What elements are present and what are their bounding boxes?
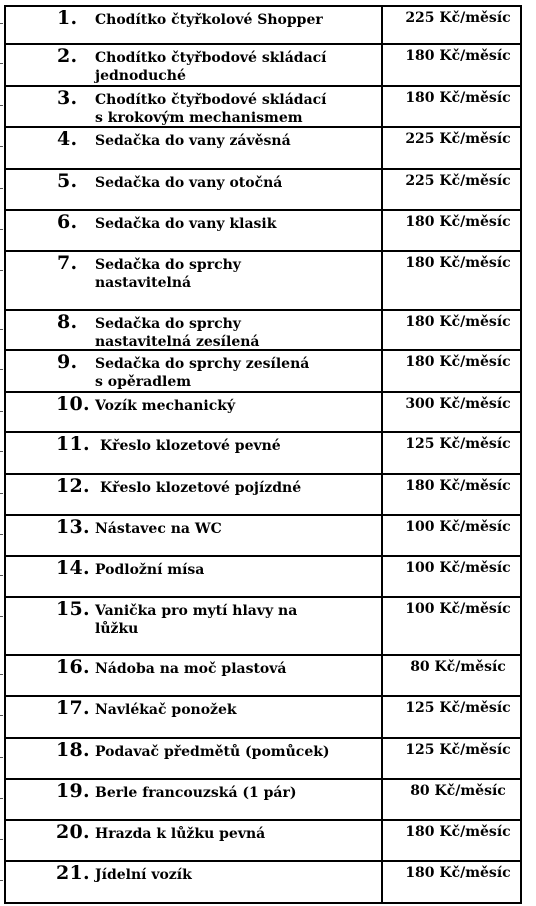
item-number: 16.: [56, 656, 90, 678]
table-row: [4, 475, 522, 516]
item-price: 180 Kč/měsíc: [405, 255, 511, 271]
item-name: [95, 49, 327, 85]
column-divider: [381, 780, 383, 819]
item-name: [95, 256, 241, 292]
item-price: 80 Kč/měsíc: [410, 659, 506, 675]
margin-tick: [0, 329, 3, 330]
item-name: [95, 520, 222, 538]
item-name-line: s opěradlem: [95, 374, 192, 390]
item-number: 1.: [57, 7, 78, 29]
table-row: [4, 45, 522, 87]
item-price: 180 Kč/měsíc: [405, 214, 511, 230]
table-row: [4, 252, 522, 311]
table-row: [4, 128, 522, 170]
margin-tick: [0, 839, 3, 840]
table-row: [4, 351, 522, 393]
item-name-line: Podložní mísa: [95, 562, 205, 578]
margin-tick: [0, 674, 3, 675]
table-row: [4, 821, 522, 862]
item-price: 125 Kč/měsíc: [405, 700, 511, 716]
item-price: 225 Kč/měsíc: [405, 173, 511, 189]
item-number: 13.: [56, 516, 90, 538]
column-divider: [381, 516, 383, 555]
column-divider: [381, 351, 383, 391]
table-row: [4, 87, 522, 128]
item-name: [95, 701, 237, 719]
item-number: 10.: [56, 393, 90, 415]
column-divider: [381, 739, 383, 778]
item-number: 19.: [56, 780, 90, 802]
margin-tick: [0, 616, 3, 617]
table-row: [4, 656, 522, 697]
margin-tick: [0, 23, 3, 24]
item-name-line: Sedačka do vany otočná: [95, 175, 283, 191]
item-name-line: Chodítko čtyřbodové skládací: [95, 50, 327, 66]
column-divider: [381, 433, 383, 473]
item-price: 100 Kč/měsíc: [405, 560, 511, 576]
item-name-line: Vozík mechanický: [95, 398, 236, 414]
table-row: [4, 393, 522, 433]
item-name-line: jednoduché: [95, 68, 186, 84]
column-divider: [381, 697, 383, 737]
table-row: [4, 697, 522, 739]
item-name-line: Křeslo klozetové pojízdné: [100, 480, 302, 496]
table-row: [4, 557, 522, 598]
item-name: [95, 825, 265, 843]
table-row: [4, 433, 522, 475]
item-name: [95, 11, 323, 29]
item-name-line: s krokovým mechanismem: [95, 110, 303, 126]
table-row: [4, 311, 522, 351]
item-number: 8.: [57, 311, 78, 333]
item-name: [95, 397, 235, 415]
item-name-line: Nástavec na WC: [95, 521, 222, 537]
item-price: 180 Kč/měsíc: [405, 354, 511, 370]
item-number: 9.: [57, 351, 78, 373]
column-divider: [381, 862, 383, 902]
item-number: 4.: [57, 128, 78, 150]
item-price: 125 Kč/měsíc: [405, 436, 511, 452]
item-name: [100, 479, 301, 497]
item-name: [95, 660, 286, 678]
margin-tick: [0, 63, 3, 64]
margin-tick: [0, 534, 3, 535]
margin-tick: [0, 575, 3, 576]
item-name-line: Podavač předmětů (pomůcek): [95, 744, 330, 760]
margin-tick: [0, 798, 3, 799]
item-name-line: Hrazda k lůžku pevná: [95, 826, 266, 842]
column-divider: [381, 45, 383, 85]
table-row: [4, 598, 522, 656]
item-number: 20.: [56, 821, 90, 843]
item-number: 5.: [57, 170, 78, 192]
item-price: 180 Kč/měsíc: [405, 824, 511, 840]
item-name-line: Nádoba na moč plastová: [95, 661, 287, 677]
item-number: 7.: [57, 252, 78, 274]
item-number: 11.: [56, 433, 90, 455]
item-name-line: Sedačka do vany klasik: [95, 216, 277, 232]
margin-tick: [0, 369, 3, 370]
item-name: [95, 215, 276, 233]
margin-tick: [0, 229, 3, 230]
item-price: 100 Kč/měsíc: [405, 601, 511, 617]
item-name-line: nastavitelná zesílená: [95, 334, 260, 350]
item-name-line: Sedačka do sprchy: [95, 257, 241, 273]
item-price: 180 Kč/měsíc: [405, 48, 511, 64]
column-divider: [381, 475, 383, 514]
column-divider: [381, 311, 383, 349]
item-number: 3.: [57, 87, 78, 109]
column-divider: [381, 211, 383, 250]
item-price: 180 Kč/měsíc: [405, 90, 511, 106]
margin-tick: [0, 757, 3, 758]
item-name: [95, 602, 297, 638]
margin-tick: [0, 493, 3, 494]
item-name-line: Jídelní vozík: [95, 867, 192, 883]
item-name: [95, 132, 291, 150]
item-number: 14.: [56, 557, 90, 579]
column-divider: [381, 598, 383, 654]
item-name-line: Berle francouzská (1 pár): [95, 785, 297, 801]
margin-tick: [0, 411, 3, 412]
table-row: [4, 862, 522, 904]
item-price: 125 Kč/měsíc: [405, 742, 511, 758]
table-row: [4, 516, 522, 557]
column-divider: [381, 557, 383, 596]
item-name-line: Sedačka do sprchy: [95, 316, 241, 332]
item-name: [95, 866, 192, 884]
item-name: [95, 784, 296, 802]
column-divider: [381, 170, 383, 209]
item-name-line: nastavitelná: [95, 275, 192, 291]
item-price: 100 Kč/měsíc: [405, 519, 511, 535]
column-divider: [381, 393, 383, 431]
item-name-line: lůžku: [95, 621, 139, 637]
table-row: [4, 170, 522, 211]
table-row: [4, 780, 522, 821]
item-number: 17.: [56, 697, 90, 719]
item-number: 2.: [57, 45, 78, 67]
margin-tick: [0, 188, 3, 189]
item-name-line: Sedačka do vany závěsná: [95, 133, 291, 149]
column-divider: [381, 7, 383, 43]
item-name: [95, 355, 309, 391]
item-price: 180 Kč/měsíc: [405, 478, 511, 494]
column-divider: [381, 821, 383, 860]
item-name: [95, 91, 327, 127]
item-number: 12.: [56, 475, 90, 497]
margin-tick: [0, 146, 3, 147]
item-price: 300 Kč/měsíc: [405, 396, 511, 412]
item-name-line: Křeslo klozetové pevné: [100, 438, 281, 454]
column-divider: [381, 656, 383, 695]
item-number: 18.: [56, 739, 90, 761]
item-number: 6.: [57, 211, 78, 233]
item-name-line: Vanička pro mytí hlavy na: [95, 603, 298, 619]
column-divider: [381, 87, 383, 126]
item-name-line: Navlékač ponožek: [95, 702, 237, 718]
margin-tick: [0, 270, 3, 271]
item-name: [100, 437, 281, 455]
item-number: 15.: [56, 598, 90, 620]
margin-tick: [0, 105, 3, 106]
item-name: [95, 174, 282, 192]
item-name: [95, 561, 204, 579]
item-price: 225 Kč/měsíc: [405, 131, 511, 147]
item-price: 180 Kč/měsíc: [405, 314, 511, 330]
margin-tick: [0, 451, 3, 452]
column-divider: [381, 252, 383, 309]
table-row: [4, 211, 522, 252]
item-price: 80 Kč/měsíc: [410, 783, 506, 799]
item-name-line: Chodítko čtyřbodové skládací: [95, 92, 327, 108]
item-price: 180 Kč/měsíc: [405, 865, 511, 881]
item-name: [95, 315, 259, 351]
item-price: 225 Kč/měsíc: [405, 10, 511, 26]
item-name: [95, 743, 330, 761]
column-divider: [381, 128, 383, 168]
item-name-line: Sedačka do sprchy zesílená: [95, 356, 310, 372]
margin-tick: [0, 880, 3, 881]
table-row: [4, 5, 522, 45]
margin-tick: [0, 715, 3, 716]
item-number: 21.: [56, 862, 90, 884]
item-name-line: Chodítko čtyřkolové Shopper: [95, 12, 323, 28]
table-row: [4, 739, 522, 780]
